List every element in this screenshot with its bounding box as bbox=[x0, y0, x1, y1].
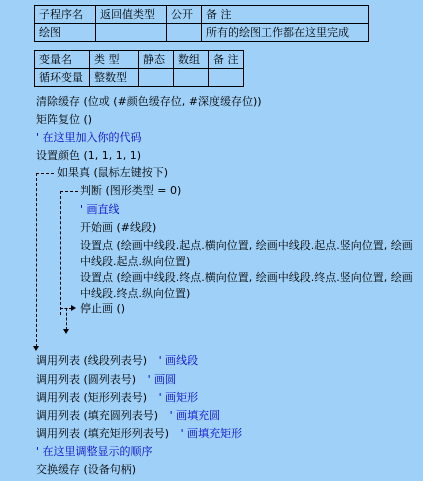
flow-if-top-line bbox=[36, 173, 54, 174]
cell-public[interactable] bbox=[167, 24, 202, 42]
code-line-call-list-rect[interactable] bbox=[36, 390, 198, 406]
call-comment: ' 画线段 bbox=[158, 354, 199, 367]
call-comment: ' 画填充圆 bbox=[169, 409, 221, 422]
col-header-var-type: 类 型 bbox=[90, 51, 139, 69]
col-header-array: 数组 bbox=[174, 51, 209, 69]
code-line-set-point-start[interactable]: 设置点 (绘画中线段.起点.横向位置, 绘画中线段.起点.竖向位置, 绘画中线段.起点.纵向位置) bbox=[80, 239, 413, 268]
code-line-call-list-filled-rect[interactable] bbox=[36, 426, 242, 442]
code-line-clear-cache[interactable]: 清除缓存 (位或 (#颜色缓存位, #深度缓存位)) bbox=[36, 95, 262, 108]
col-header-var-name: 变量名 bbox=[35, 51, 90, 69]
code-comment-adjust-order[interactable]: ' 在这里调整显示的顺序 bbox=[36, 445, 153, 458]
flow-switch-vertical-line bbox=[60, 191, 61, 315]
call-statement: 调用列表 (圆列表号) bbox=[36, 373, 137, 386]
col-header-remark: 备 注 bbox=[202, 6, 369, 24]
code-line-begin-draw[interactable]: 开始画 (#线段) bbox=[80, 221, 157, 234]
col-header-public: 公开 bbox=[167, 6, 202, 24]
code-line-set-point-end[interactable]: 设置点 (绘画中线段.终点.横向位置, 绘画中线段.终点.竖向位置, 绘画中线段.终点.纵向位置) bbox=[80, 271, 413, 300]
call-statement: 调用列表 (线段列表号) bbox=[36, 354, 148, 367]
flow-if-vertical-line bbox=[36, 173, 37, 347]
cell-var-array[interactable] bbox=[174, 69, 209, 87]
cell-var-type[interactable]: 整数型 bbox=[90, 69, 139, 87]
call-comment: ' 画圆 bbox=[147, 373, 177, 386]
flow-switch-end-line bbox=[66, 308, 67, 330]
variable-table bbox=[34, 50, 244, 87]
table-row bbox=[35, 24, 369, 42]
code-comment-add-code[interactable]: ' 在这里加入你的代码 bbox=[36, 131, 142, 144]
cell-return-type[interactable] bbox=[96, 24, 167, 42]
flow-switch-branch-arrow-icon bbox=[71, 305, 76, 311]
col-header-static: 静态 bbox=[139, 51, 174, 69]
code-line-if-true[interactable]: 如果真 (鼠标左键按下) bbox=[57, 166, 169, 179]
flow-switch-top-line bbox=[60, 191, 78, 192]
subroutine-table bbox=[34, 5, 369, 42]
call-statement: 调用列表 (矩形列表号) bbox=[36, 391, 148, 404]
table-header-row bbox=[35, 51, 244, 69]
table-row bbox=[35, 69, 244, 87]
code-line-set-color[interactable]: 设置颜色 (1, 1, 1, 1) bbox=[36, 149, 142, 162]
code-line-stop-draw[interactable]: 停止画 () bbox=[80, 302, 126, 315]
col-header-return-type: 返回值类型 bbox=[96, 6, 167, 24]
code-line-call-list-circle[interactable] bbox=[36, 372, 176, 388]
code-line-call-list-lines[interactable] bbox=[36, 353, 198, 369]
call-statement: 调用列表 (填充矩形列表号) bbox=[36, 427, 170, 440]
call-statement: 调用列表 (填充圆列表号) bbox=[36, 409, 159, 422]
code-line-swap-buffers[interactable]: 交换缓存 (设备句柄) bbox=[36, 463, 137, 476]
code-line-call-list-filled-circle[interactable] bbox=[36, 408, 220, 424]
cell-remark[interactable]: 所有的绘图工作都在这里完成 bbox=[202, 24, 369, 42]
call-comment: ' 画填充矩形 bbox=[180, 427, 243, 440]
flow-if-arrow-icon bbox=[33, 346, 39, 351]
cell-var-name[interactable]: 循环变量 bbox=[35, 69, 90, 87]
table-header-row bbox=[35, 6, 369, 24]
code-comment-draw-line[interactable]: ' 画直线 bbox=[80, 203, 120, 216]
col-header-sub-name: 子程序名 bbox=[35, 6, 96, 24]
code-line-switch[interactable]: 判断 (图形类型 = 0) bbox=[80, 184, 182, 197]
flow-switch-end-arrow-icon bbox=[63, 329, 69, 334]
col-header-var-remark: 备 注 bbox=[209, 51, 244, 69]
code-line-matrix-reset[interactable]: 矩阵复位 () bbox=[36, 113, 93, 126]
cell-var-static[interactable] bbox=[139, 69, 174, 87]
cell-var-remark[interactable] bbox=[209, 69, 244, 87]
call-comment: ' 画矩形 bbox=[158, 391, 199, 404]
cell-sub-name[interactable]: 绘图 bbox=[35, 24, 96, 42]
